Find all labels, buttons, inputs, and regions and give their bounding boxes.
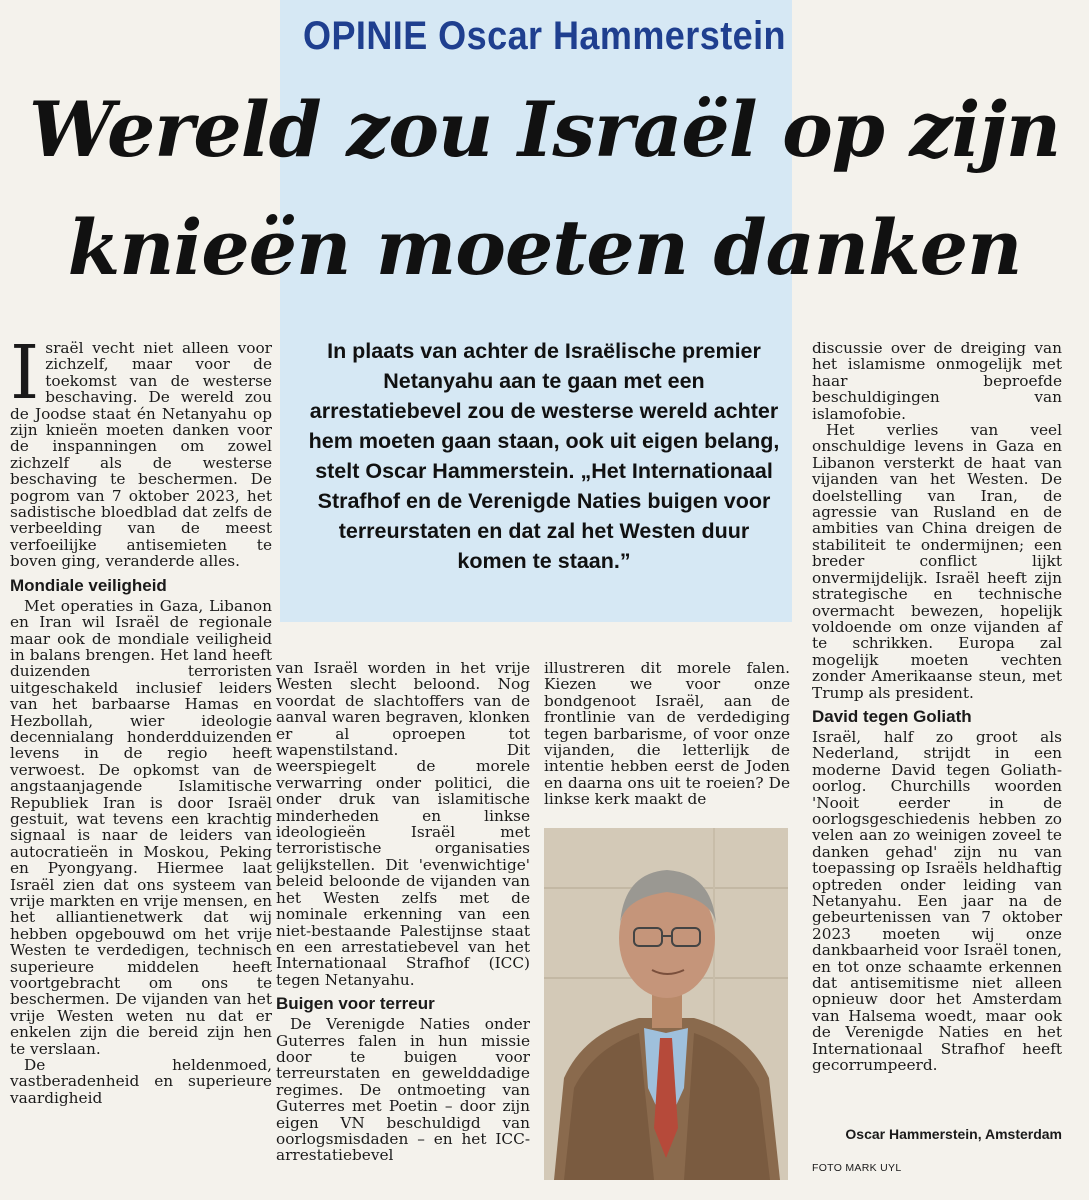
photo-credit: FOTO MARK UYL <box>812 1162 902 1174</box>
body-paragraph: van Israël worden in het vrije Westen slecht beloond. Nog voordat de slachtoffers van de aanval waren begraven, klonken er al oproepen tot wapenstilstand. Dit weerspiegelt de morele verwarring onder politici, die onder druk van islamitische minderheden en linkse ideologieën Israël met terroristische organisaties gelijkstellen. Dit 'evenwichtige' beleid beloonde de vijanden van het Westen zelfs met de nominale erkenning van een niet-bestaande Palestijnse staat en een arrestatiebevel van het Internationaal Strafhof (ICC) tegen Netanyahu. <box>276 659 530 989</box>
author-byline: Oscar Hammerstein, Amsterdam <box>845 1126 1062 1142</box>
article-column-4 <box>812 340 1062 1073</box>
subheading-mondiale-veiligheid: Mondiale veiligheid <box>10 575 167 595</box>
body-paragraph: De Verenigde Naties onder Guterres falen in hun missie door te buigen voor terreurstaten en gewelddadige regimes. De ontmoeting van Guterres met Poetin – door zijn eigen VN beschuldigd van oorlogsmisdaden – en het ICC-arrestatiebevel <box>276 1015 530 1165</box>
article-column-3 <box>544 660 790 808</box>
article-intro: In plaats van achter de Israëlische premier Netanyahu aan te gaan met een arrestatiebevel zou de westerse wereld achter hem moeten gaan staan, ook uit eigen belang, stelt Oscar Hammerstein. „Het Internationaal Strafhof en de Verenigde Naties buigen voor terreurstaten en dat zal het Westen duur komen te staan.” <box>308 339 780 573</box>
body-paragraph: De heldenmoed, vastberadenheid en superieure vaardigheid <box>10 1056 272 1107</box>
author-photo <box>544 828 788 1180</box>
body-paragraph: Met operaties in Gaza, Libanon en Iran wil Israël de regionale maar ook de mondiale veiligheid in balans brengen. Het land heeft duizenden terroristen uitgeschakeld inclusief leiders van het barbaarse Hamas en Hezbollah, wier ideologie decennialang honderdduizenden levens in de regio heeft verwoest. De opkomst van de angstaanjagende Islamitische Republiek Iran is door Israël gestuit, wat tevens een krachtig signaal is naar de leiders van autocratieën in Moskou, Peking en Pyongyang. Hiermee laat Israël zien dat ons systeem van vrije markten en vrije mensen, en het alliantienetwerk dat wij hebben opgebouwd om het vrije Westen te verdedigen, technisch superieure middelen heeft voortgebracht om ons te beschermen. De vijanden van het vrije Westen weten nu dat er enkelen zijn die bereid zijn hen te verslaan. <box>10 596 272 1058</box>
headline-line-2: knieën moeten danken <box>67 203 1022 292</box>
headline-line-1: Wereld zou Israël op zijn <box>28 85 1061 174</box>
lead-text: sraël vecht niet alleen voor zichzelf, maar voor de toekomst van de westerse beschaving. De wereld zou de Joodse staat én Netanyahu op zijn knieën moeten danken voor de inspanningen om zowel zichzelf als de westerse beschaving te beschermen. De pogrom van 7 oktober 2023, het sadistische bloedblad dat zelfs de verbeelding van de meest verfoeilijke antisemieten te boven ging, veranderde alles. <box>10 339 272 571</box>
subheading-buigen-voor-terreur: Buigen voor terreur <box>276 994 435 1014</box>
subheading-david-tegen-goliath: David tegen Goliath <box>812 706 972 726</box>
article-column-2 <box>276 660 530 1164</box>
body-paragraph: illustreren dit morele falen. Kiezen we voor onze bondgenoot Israël, aan de frontlinie van de verdediging tegen barbarisme, of voor onze vijanden, die letterlijk de intentie hebben eerst de Joden en daarna ons uit te roeien? De linkse kerk maakt de <box>544 659 790 809</box>
lead-paragraph <box>10 330 272 571</box>
body-paragraph: Israël, half zo groot als Nederland, strijdt in een moderne David tegen Goliath-oorlog. Churchills woorden 'Nooit eerder in de oorlogsgeschiedenis hebben zo velen aan zo weinigen zoveel te danken gehad' zijn nu van toepassing op Israëls heldhaftig optreden onder leiding van Netanyahu. Een jaar na de gebeurtenissen van 7 oktober 2023 moeten wij onze dankbaarheid voor Israël tonen, en tot onze schaamte erkennen dat antisemitisme niet alleen opnieuw door het Amsterdam van Halsema woedt, maar ook de Verenigde Naties en het Internationaal Strafhof heeft gecorrumpeerd. <box>812 727 1062 1075</box>
drop-cap: I <box>10 330 40 416</box>
body-paragraph: Het verlies van veel onschuldige levens in Gaza en Libanon versterkt de haat van vijanden van het Westen. De doelstelling van Iran, de agressie van Rusland en de ambities van China dreigen de stabiliteit te ondermijnen; een breder conflict lijkt onvermijdelijk. Israël heeft zijn strategische en technische overmacht bewezen, hopelijk voldoende om onze vijanden af te schrikken. Europa zal mogelijk moeten vechten zonder Amerikaanse steun, met Trump als president. <box>812 421 1062 702</box>
portrait-illustration <box>544 828 788 1180</box>
body-paragraph: discussie over de dreiging van het islamisme onmogelijk met haar beproefde beschuldigingen van islamofobie. <box>812 339 1062 423</box>
section-kicker: OPINIE Oscar Hammerstein <box>302 14 786 58</box>
article-column-1 <box>10 330 272 1107</box>
